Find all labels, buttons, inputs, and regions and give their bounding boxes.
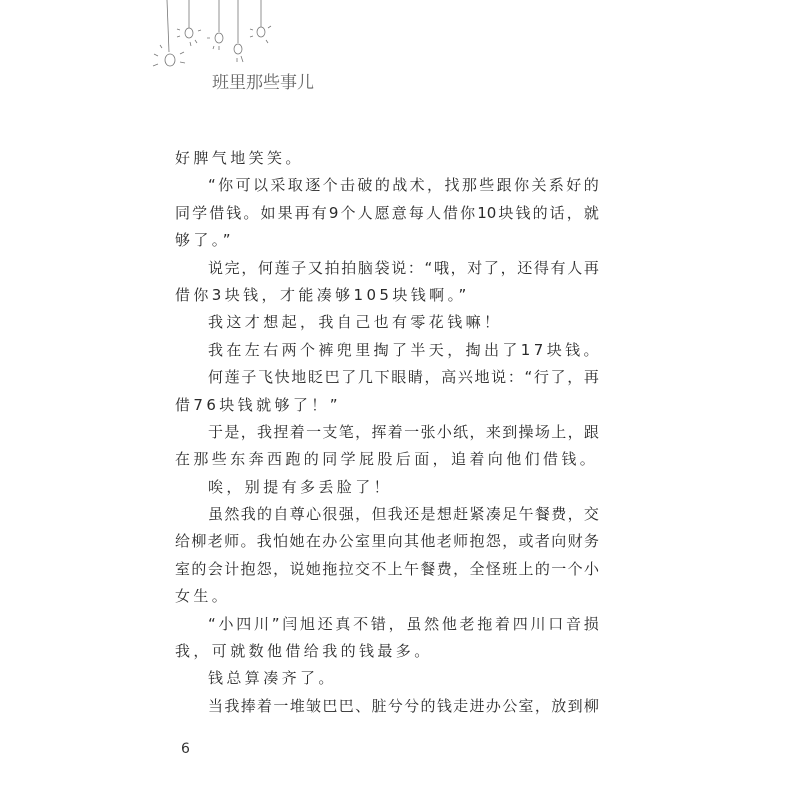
text-line: “ 你 可 以 采 取 逐 个 击 破 的 战 术 ， 找 那 些 跟 你 关 系 好 的 bbox=[208, 176, 599, 195]
text-line: 借你3块钱，才能凑够105块钱啊。” bbox=[175, 285, 470, 304]
body-text bbox=[175, 145, 602, 720]
text-line: 室 的 会 计 抱 怨 ， 说 她 拖 拉 交 不 上 午 餐 费 ， 全 怪 班 上 的 一 个 小 bbox=[175, 559, 599, 578]
text-line: 在那些东奔西跑的同学屁股后面，追着向他们借钱。 bbox=[175, 450, 599, 469]
text-line: 我在左右两个裤兜里掏了半天，掏出了17块钱。 bbox=[208, 340, 602, 359]
text-line: 同 学 借 钱 。 如 果 再 有 9 个 人 愿 意 每 人 借 你 10 块 钱 的 话 ， 就 bbox=[175, 203, 599, 222]
text-line: 何 莲 子 飞 快 地 眨 巴 了 几 下 眼 睛 ， 高 兴 地 说 ： “ 行 了 ， 再 bbox=[208, 368, 599, 387]
text-line: “ 小 四 川 ” 闫 旭 还 真 不 错 ， 虽 然 他 老 拖 着 四 川 口 音 损 bbox=[208, 614, 599, 633]
text-line: 够了。” bbox=[175, 231, 234, 250]
text-line: 唉，别提有多丢脸了！ bbox=[208, 477, 393, 496]
running-title: 班里那些事儿 bbox=[212, 73, 314, 93]
text-line: 于 是 ， 我 捏 着 一 支 笔 ， 挥 着 一 张 小 纸 ， 来 到 操 场 上 ， 跟 bbox=[208, 422, 599, 441]
text-line: 我，可就数他借给我的钱最多。 bbox=[175, 642, 433, 661]
text-line: 借76块钱就够了！” bbox=[175, 395, 341, 414]
text-line: 虽 然 我 的 自 尊 心 很 强 ， 但 我 还 是 想 赶 紧 凑 足 午 餐 费 ， 交 bbox=[208, 505, 599, 524]
text-line: 给 柳 老 师 。 我 怕 她 在 办 公 室 里 向 其 他 老 师 抱 怨 ， 或 者 向 财 务 bbox=[175, 532, 599, 551]
text-line: 当 我 捧 着 一 堆 皱 巴 巴 、 脏 兮 兮 的 钱 走 进 办 公 室 ， 放 到 柳 bbox=[208, 696, 599, 715]
page-number: 6 bbox=[181, 741, 190, 757]
text-line: 好脾气地笑笑。 bbox=[175, 149, 304, 167]
text-line: 钱总算凑齐了。 bbox=[208, 669, 337, 688]
text-line: 女生。 bbox=[175, 587, 231, 606]
text-line: 说 完 ， 何 莲 子 又 拍 拍 脑 袋 说 ： “ 哦 ， 对 了 ， 还 得 有 人 再 bbox=[208, 258, 599, 277]
text-line: 我这才想起，我自己也有零花钱嘛！ bbox=[208, 313, 503, 332]
